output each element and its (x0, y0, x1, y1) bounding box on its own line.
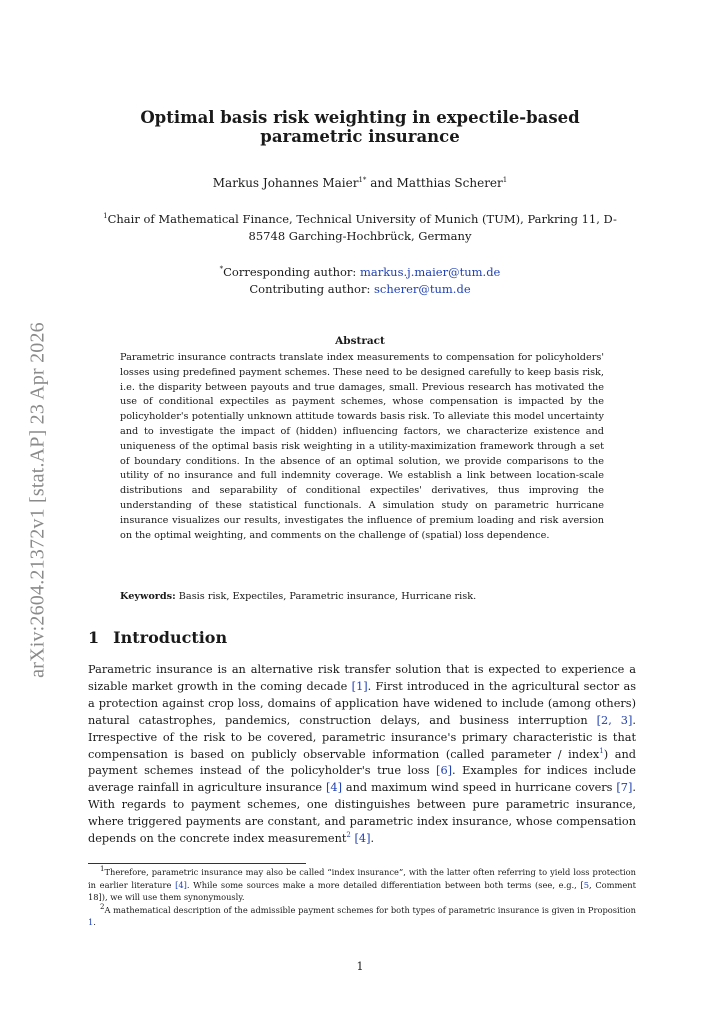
section-title: Introduction (113, 628, 228, 647)
footnote-divider (88, 863, 306, 864)
corresponding-label: Corresponding author: (223, 265, 360, 279)
intro-text: . Irrespective of the risk to be covered, parametric insurance's primary characteristic is that compensation is based on publicly observable information (called parameter / index (88, 713, 636, 761)
proposition-link[interactable]: 1 (88, 917, 94, 928)
intro-text: . (370, 832, 375, 846)
citation-link[interactable]: [4] (354, 832, 371, 846)
section-heading (88, 628, 227, 647)
keywords-text: Basis risk, Expectiles, Parametric insurance, Hurricane risk. (175, 591, 477, 602)
keywords (120, 591, 604, 602)
author-name: Markus Johannes Maier (212, 176, 359, 190)
footnote-text: , Comment 18]), we will use them synonymously. (88, 879, 636, 903)
affiliation-text: Chair of Mathematical Finance, Technical University of Munich (TUM), Parkring 11, D-85748 Garching-Hochbrück, Germany (107, 212, 617, 243)
abstract-text: Parametric insurance contracts translate index measurements to compensation for policyholders' losses using predefined payment schemes. These need to be designed carefully to keep basis risk, i.e. the disparity between payouts and true damages, small. Previous research has motivated the use of conditional expectiles as payment schemes, whose compensation is impacted by the policyholder's potentially unknown attitude towards basis risk. To alleviate this model uncertainty and to investigate the impact of (hidden) influencing factors, we characterize existence and uniqueness of the optimal basis risk weighting in a utility-maximization framework through a set of boundary conditions. In the absence of an optimal solution, we provide comparisons to the utility of no insurance and full indemnity coverage. We establish a link between location-scale distributions and separability of conditional expectiles' derivatives, thus improving the understanding of these statistical functionals. A simulation study on parametric hurricane insurance visualizes our results, investigates the influence of premium loading and risk aversion on the optimal weighting, and comments on the challenge of (spatial) loss dependence. (120, 352, 604, 541)
citation-link[interactable]: [7] (616, 781, 633, 795)
footnote-2 (88, 904, 636, 929)
corresponding-author-line (100, 264, 620, 281)
author-conjunction: and (366, 176, 397, 190)
corresponding-email-link[interactable]: markus.j.maier@tum.de (359, 265, 501, 279)
corresponding-mark: * (219, 265, 224, 274)
footnote-mark: 2 (100, 903, 105, 912)
author-name: Matthias Scherer (396, 176, 503, 190)
contributing-label: Contributing author: (249, 282, 375, 296)
citation-link[interactable]: [1] (351, 679, 368, 693)
footnote-text: . While some sources make a more detailed differentiation between both terms (see, e.g., [ (186, 879, 584, 890)
author-mark: 1* (358, 176, 367, 184)
author-line (100, 176, 620, 190)
arxiv-identifier: arXiv:2604.21372v1 [stat.AP] 23 Apr 2026 (26, 322, 49, 678)
footnote-ref[interactable]: 1 (599, 746, 604, 755)
citation-link[interactable]: 5 (583, 879, 589, 890)
contributing-author-line (100, 281, 620, 298)
keywords-label: Keywords: (120, 591, 176, 602)
intro-text: ) and payment schemes instead of the policyholder's true loss (88, 747, 636, 778)
intro-text: and maximum wind speed in hurricane covers (342, 781, 617, 795)
intro-paragraph (88, 662, 636, 848)
citation-link[interactable]: [4] (175, 879, 187, 890)
arxiv-side-label (18, 290, 58, 710)
intro-text: Parametric insurance is an alternative risk transfer solution that is expected to experience a sizable market growth in the coming decade (88, 663, 636, 693)
intro-text: . With regards to payment schemes, one distinguishes between pure parametric insurance, where triggered payments are constant, and parametric index insurance, whose compensation depends on the concrete index measurement (88, 781, 636, 846)
contributing-email-link[interactable]: scherer@tum.de (374, 282, 471, 296)
citation-link[interactable]: [6] (436, 764, 453, 778)
affiliation (100, 211, 620, 245)
citation-link[interactable]: [2, 3] (596, 713, 633, 727)
abstract-heading: Abstract (335, 335, 385, 347)
footnote-ref[interactable]: 2 (346, 831, 351, 840)
footnote-1 (88, 866, 636, 904)
footnote-text: . (93, 917, 96, 928)
intro-text: . First introduced in the agricultural sector as a protection against crop loss, domains of application have widened to include (among others) natural catastrophes, pandemics, construction delays, and business interruption (88, 679, 636, 727)
citation-link[interactable]: [4] (325, 781, 342, 795)
affiliation-mark: 1 (103, 212, 108, 221)
section-number: 1 (88, 628, 100, 647)
intro-text: . Examples for indices include average rainfall in agriculture insurance (88, 764, 636, 795)
contact-block (100, 264, 620, 298)
page-number: 1 (356, 960, 364, 973)
footnote-text: A mathematical description of the admissible payment schemes for both types of parametric insurance is given in Proposition (104, 904, 636, 915)
author-mark: 1 (502, 176, 508, 184)
footnotes (88, 866, 636, 929)
paper-title: Optimal basis risk weighting in expectile-based parametric insurance (140, 108, 580, 146)
footnote-mark: 1 (100, 865, 105, 874)
footnote-text: Therefore, parametric insurance may also be called “index insurance”, with the latter often referring to yield loss protection in earlier literature (88, 867, 636, 890)
